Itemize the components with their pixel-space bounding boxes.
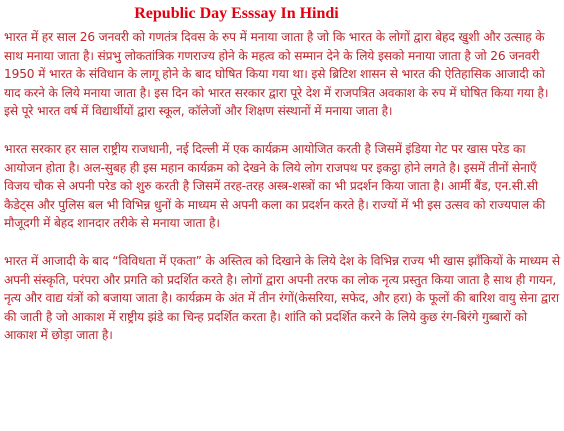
- essay-paragraph-3: भारत में आजादी के बाद “विविधता में एकता” के अस्तित्व को दिखाने के लिये देश के विभिन्न राज्य भी खास झाँकियों के माध्यम से अपनी संस्कृति, परंपरा और प्रगति को प्रदर्शित करते है। लोगों द्वारा अपनी तरफ का लोक नृत्य प्रस्तुत किया जाता है साथ ही गायन, नृत्य और वाद्य यंत्रों को बजाया जाता है। कार्यक्रम के अंत में तीन रंगों(केसरिया, सफेद, और हरा) के फूलों की बारिश वायु सेना द्वारा की जाती है जो आकाश में राष्ट्रीय झंडे का चिन्ह प्रदर्शित करता है। शांति को प्रदर्शित करने के लिये कुछ रंग-बिरंगे गुब्बारों को आकाश में छोड़ा जाता है।: [4, 253, 560, 343]
- essay-paragraph-2: भारत सरकार हर साल राष्ट्रीय राजधानी, नई दिल्ली में एक कार्यक्रम आयोजित करती है जिसमें इंडिया गेट पर खास परेड का आयोजन होता है। अल-सुबह ही इस महान कार्यक्रम को देखने के लिये लोग राजपथ पर इकट्ठा होने लगते है। इसमें तीनों सेनाएँ विजय चौक से अपनी परेड को शुरु करती है जिसमें तरह-तरह अस्त्र-शस्त्रों का भी प्रदर्शन किया जाता है। आर्मी बैंड, एन.सी.सी कैडेट्स और पुलिस बल भी विभिन्न धुनों के माध्यम से अपनी कला का प्रदर्शन करते है। राज्यों में भी इस उत्सव को राज्यपाल की मौजूदगी में बेहद शानदार तरीके से मनाया जाता है।: [4, 141, 546, 231]
- essay-paragraph-1: भारत में हर साल 26 जनवरी को गणतंत्र दिवस के रुप में मनाया जाता है जो कि भारत के लोगों द्वारा बेहद खुशी और उत्साह के साथ मनाया जाता है। संप्रभु लोकतांत्रिक गणराज्य होने के महत्व को सम्मान देने के लिये इसको मनाया जाता है जो 26 जनवरी 1950 में भारत के संविधान के लागू होने के बाद घोषित किया गया था। इसे ब्रिटिश शासन से भारत की ऐतिहासिक आजादी को याद करने के लिये मनाया जाता है। इस दिन को भारत सरकार द्वारा पूरे देश में राजपत्रित अवकाश के रुप में घोषित किया गया है। इसे पूरे भारत वर्ष में विद्यार्थीयों द्वारा स्कूल, कॉलेजों और शिक्षण संस्थानों में मनाया जाता है।: [4, 30, 549, 119]
- essay-title: Republic Day Esssay In Hindi: [134, 5, 339, 22]
